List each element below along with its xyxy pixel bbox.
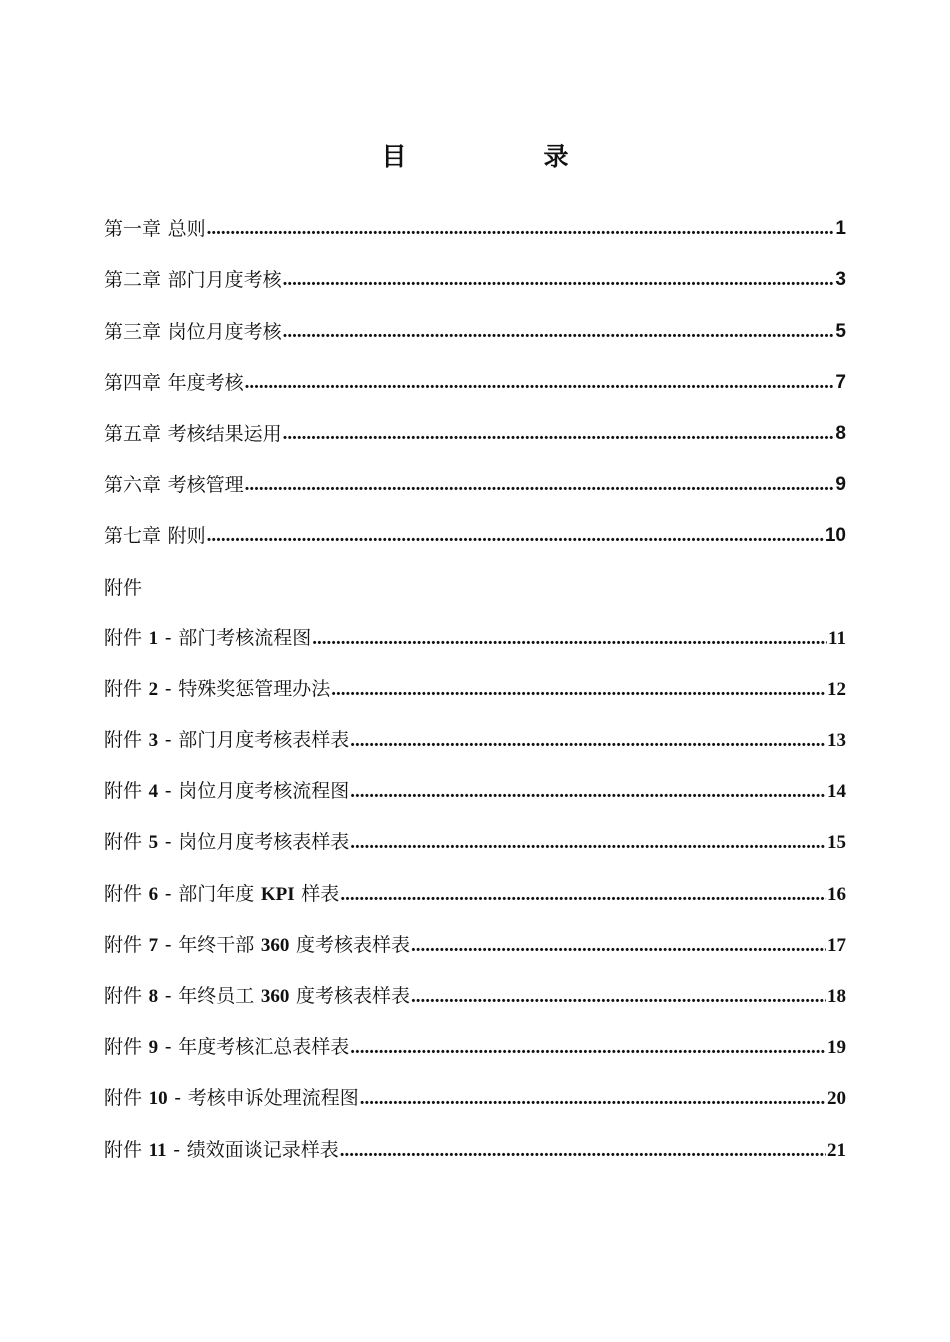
toc-entry-label: 附件 8 - 年终员工 360 度考核表样表	[104, 985, 411, 1007]
toc-page-number: 11	[828, 627, 846, 649]
toc-entry-appendix-2[interactable]	[104, 657, 846, 708]
toc-entry-label: 第六章 考核管理	[104, 474, 244, 497]
toc-entry-label: 附件 10 - 考核申诉处理流程图	[104, 1087, 359, 1110]
toc-page-number: 5	[835, 320, 846, 342]
toc-page-number: 16	[827, 883, 846, 905]
toc-appendix-heading-label: 附件	[104, 576, 143, 599]
dot-leader	[411, 979, 826, 1015]
dot-leader	[411, 928, 826, 964]
dot-leader	[245, 467, 835, 503]
toc-entry-label: 附件 5 - 岗位月度考核表样表	[104, 831, 350, 854]
toc-entry-label: 附件 7 - 年终干部 360 度考核表样表	[104, 933, 411, 956]
dot-leader	[340, 877, 826, 913]
toc-page-number: 20	[827, 1088, 846, 1110]
toc-page-number: 9	[835, 474, 846, 496]
toc-page-number: 1	[835, 218, 846, 240]
toc-entry-chapter-2[interactable]	[104, 247, 846, 298]
dot-leader	[350, 774, 826, 810]
toc-page-number: 19	[827, 1037, 846, 1059]
dot-leader	[245, 365, 835, 401]
toc-page-number: 21	[827, 1139, 846, 1161]
toc-entry-label: 第三章 岗位月度考核	[104, 320, 282, 343]
toc-entry-label: 附件 1 - 部门考核流程图	[104, 626, 312, 649]
toc-entry-chapter-7[interactable]	[104, 503, 846, 554]
toc-appendix-heading	[104, 554, 846, 605]
toc-entry-label: 附件 2 - 特殊奖惩管理办法	[104, 677, 331, 700]
toc-page-number: 15	[827, 832, 846, 854]
toc-page-number: 8	[835, 422, 846, 444]
toc-entry-appendix-7[interactable]	[104, 913, 846, 964]
toc-page-number: 17	[827, 934, 846, 956]
dot-leader	[331, 672, 826, 708]
toc-page-number: 14	[827, 781, 846, 803]
toc-entry-appendix-5[interactable]	[104, 810, 846, 861]
toc-entry-appendix-10[interactable]	[104, 1066, 846, 1117]
toc-entry-chapter-1[interactable]	[104, 196, 846, 247]
toc-entry-appendix-6[interactable]	[104, 861, 846, 912]
toc-page-number: 12	[827, 678, 846, 700]
toc-page-number: 13	[827, 730, 846, 752]
dot-leader	[350, 723, 826, 759]
dot-leader	[283, 262, 835, 298]
toc-entry-label: 附件 11 - 绩效面谈记录样表	[104, 1138, 339, 1161]
toc-list	[104, 196, 846, 1169]
toc-entry-label: 第五章 考核结果运用	[104, 422, 282, 445]
dot-leader	[360, 1081, 826, 1117]
toc-entry-appendix-11[interactable]	[104, 1117, 846, 1168]
toc-entry-label: 第四章 年度考核	[104, 371, 244, 394]
toc-entry-appendix-4[interactable]	[104, 759, 846, 810]
toc-title: 目 录	[381, 142, 625, 171]
toc-entry-label: 附件 9 - 年度考核汇总表样表	[104, 1036, 350, 1059]
dot-leader	[283, 416, 835, 452]
toc-entry-chapter-3[interactable]	[104, 298, 846, 349]
toc-page-number: 18	[827, 986, 846, 1007]
dot-leader	[312, 621, 827, 657]
toc-entry-chapter-5[interactable]	[104, 401, 846, 452]
dot-leader	[207, 211, 835, 247]
toc-page-number: 10	[824, 525, 846, 547]
dot-leader	[350, 1030, 826, 1066]
toc-entry-chapter-4[interactable]	[104, 350, 846, 401]
toc-entry-label: 第二章 部门月度考核	[104, 269, 282, 292]
toc-page-number: 3	[835, 269, 846, 291]
toc-entry-appendix-9[interactable]	[104, 1015, 846, 1066]
toc-entry-label: 附件 4 - 岗位月度考核流程图	[104, 780, 350, 803]
dot-leader	[350, 825, 826, 861]
dot-leader	[283, 314, 835, 350]
toc-entry-label: 第七章 附则	[104, 525, 206, 548]
toc-entry-label: 第一章 总则	[104, 218, 206, 241]
toc-entry-label: 附件 3 - 部门月度考核表样表	[104, 729, 350, 752]
toc-entry-label: 附件 6 - 部门年度 KPI 样表	[104, 882, 340, 905]
toc-entry-appendix-3[interactable]	[104, 708, 846, 759]
toc-entry-appendix-8[interactable]	[104, 964, 846, 1015]
toc-page-number: 7	[835, 371, 846, 393]
dot-leader	[340, 1133, 826, 1169]
dot-leader	[207, 518, 824, 554]
toc-entry-chapter-6[interactable]	[104, 452, 846, 503]
toc-entry-appendix-1[interactable]	[104, 606, 846, 657]
